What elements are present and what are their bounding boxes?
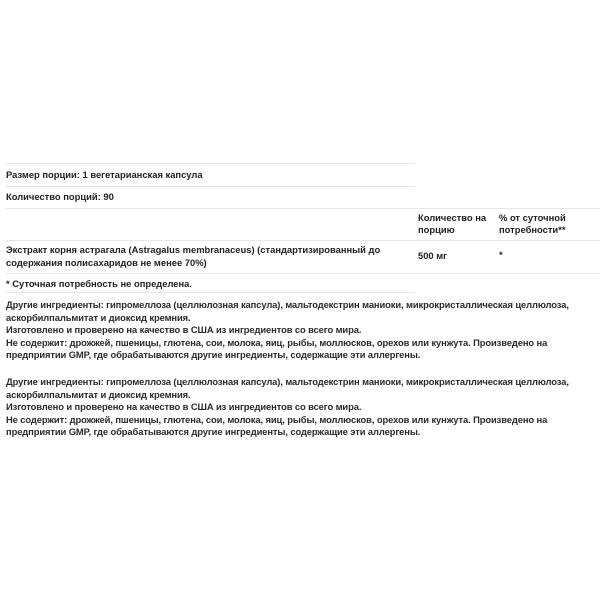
- text-line: Другие ингредиенты: гипромеллоза (целлюлозная капсула), мальтодекстрин маниоки, микрокристаллическая целлюлоза,: [6, 299, 569, 310]
- text-line: Изготовлено и проверено на качество в США из ингредиентов со всего мира.: [6, 324, 362, 336]
- header-amount-line: Количество на: [418, 212, 487, 223]
- ingredient-line: Экстракт корня астрагала (Astragalus membranaceus) (стандартизированный до: [6, 244, 381, 255]
- footnote: * Суточная потребность не определена.: [6, 278, 193, 289]
- header-dv: [499, 212, 566, 236]
- servings-count: Количество порций: 90: [6, 191, 114, 202]
- divider: [6, 240, 600, 241]
- header-dv-line: потребности**: [499, 224, 566, 235]
- text-line: Не содержит: дрожжей, пшеницы, глютена, сои, молока, яиц, рыбы, моллюсков, орехов или кунжута. Произведено на: [6, 336, 548, 348]
- text-line: аскорбилпальмитат и диоксид кремния.: [6, 388, 191, 400]
- divider: [6, 208, 600, 209]
- header-amount: [418, 212, 486, 236]
- ingredient-amount: 500 мг: [418, 250, 448, 261]
- ingredient-name: [6, 243, 380, 269]
- other-ingredients-block: [6, 299, 598, 362]
- text-line: Другие ингредиенты: гипромеллоза (целлюлозная капсула), мальтодекстрин маниоки, микрокристаллическая целлюлоза,: [6, 376, 569, 387]
- text-line: предприятии GMP, где обрабатываются другие ингредиенты, содержащие эти аллергены.: [6, 349, 421, 361]
- divider: [6, 186, 415, 187]
- other-ingredients-block: [6, 376, 598, 439]
- text-line: предприятии GMP, где обрабатываются другие ингредиенты, содержащие эти аллергены.: [6, 426, 421, 438]
- ingredient-dv: *: [499, 249, 503, 260]
- divider: [6, 163, 415, 164]
- header-amount-line: порцию: [418, 224, 455, 235]
- text-line: Не содержит: дрожжей, пшеницы, глютена, сои, молока, яиц, рыбы, моллюсков, орехов или кунжута. Произведено на: [6, 413, 548, 425]
- divider: [6, 292, 415, 293]
- text-line: Изготовлено и проверено на качество в США из ингредиентов со всего мира.: [6, 401, 362, 413]
- ingredient-line: содержания полисахаридов не менее 70%): [6, 257, 207, 268]
- serving-size: Размер порции: 1 вегетарианская капсула: [6, 169, 203, 180]
- text-line: аскорбилпальмитат и диоксид кремния.: [6, 311, 191, 323]
- header-dv-line: % от суточной: [499, 212, 566, 223]
- divider: [6, 273, 600, 274]
